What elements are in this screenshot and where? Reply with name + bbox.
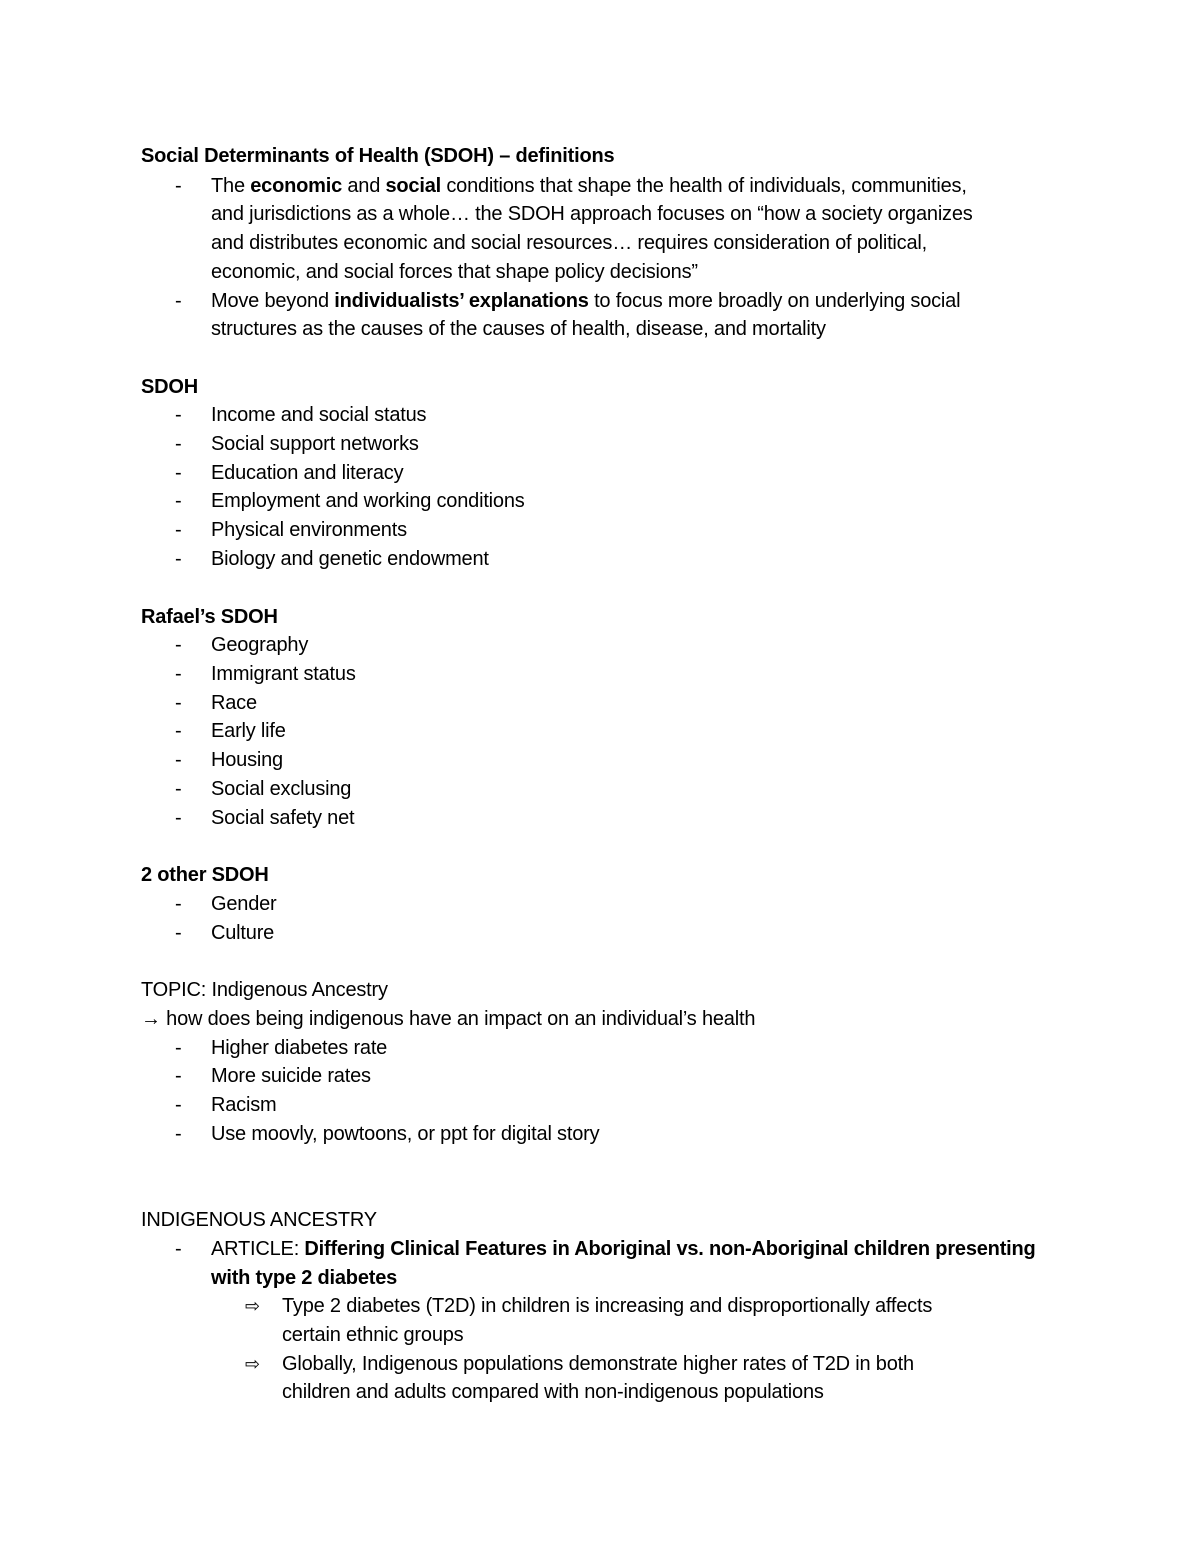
bullet-dash: - — [175, 749, 182, 771]
list-item: Education and literacy — [211, 462, 404, 484]
bullet-dash: - — [175, 778, 182, 800]
bullet-dash: - — [175, 290, 182, 312]
bullet-dash: - — [175, 404, 182, 426]
definition-bullet-1-line-2: and jurisdictions as a whole… the SDOH approach focuses on “how a society organizes — [211, 203, 973, 225]
list-item: Geography — [211, 634, 309, 656]
article-title-line-2: with type 2 diabetes — [211, 1267, 398, 1289]
heading-rafael-sdoh: Rafael’s SDOH — [141, 606, 278, 628]
bullet-dash: - — [175, 692, 182, 714]
list-item: Social exclusing — [211, 778, 352, 800]
definition-bullet-1-line-1: The economic and social conditions that shape the health of individuals, communities, — [211, 175, 967, 197]
list-item: Income and social status — [211, 404, 427, 426]
definition-bullet-2-line-2: structures as the causes of the causes of health, disease, and mortality — [211, 318, 826, 340]
article-point-2-line-1: Globally, Indigenous populations demonstrate higher rates of T2D in both — [282, 1353, 914, 1375]
heading-sdoh: SDOH — [141, 376, 198, 398]
bullet-dash: - — [175, 1094, 182, 1116]
heading-other-sdoh: 2 other SDOH — [141, 864, 269, 886]
bullet-dash: - — [175, 519, 182, 541]
heading-indigenous-ancestry: INDIGENOUS ANCESTRY — [141, 1209, 377, 1231]
bullet-dash: - — [175, 490, 182, 512]
bullet-dash: - — [175, 433, 182, 455]
definition-bullet-1-line-4: economic, and social forces that shape policy decisions” — [211, 261, 698, 283]
bullet-dash: - — [175, 462, 182, 484]
topic-line: TOPIC: Indigenous Ancestry — [141, 979, 388, 1001]
list-item: Racism — [211, 1094, 277, 1116]
bullet-dash: - — [175, 893, 182, 915]
list-item: Immigrant status — [211, 663, 356, 685]
list-item: Use moovly, powtoons, or ppt for digital story — [211, 1123, 600, 1145]
article-point-2-line-2: children and adults compared with non-indigenous populations — [282, 1381, 824, 1403]
article-title-line-1: ARTICLE: Differing Clinical Features in Aboriginal vs. non-Aboriginal children presenting — [211, 1238, 1036, 1260]
arrow-right-icon: → — [141, 1008, 161, 1030]
bullet-dash: - — [175, 663, 182, 685]
list-item: More suicide rates — [211, 1065, 371, 1087]
definition-bullet-1-line-3: and distributes economic and social resources… requires consideration of political, — [211, 232, 927, 254]
article-point-1-line-2: certain ethnic groups — [282, 1324, 464, 1346]
bullet-dash: - — [175, 175, 182, 197]
bullet-dash: - — [175, 922, 182, 944]
list-item: Biology and genetic endowment — [211, 548, 489, 570]
list-item: Employment and working conditions — [211, 490, 525, 512]
heading-definitions: Social Determinants of Health (SDOH) – definitions — [141, 145, 615, 167]
bullet-dash: - — [175, 720, 182, 742]
bullet-dash: - — [175, 1037, 182, 1059]
double-arrow-icon: ⇨ — [245, 1296, 261, 1316]
bullet-dash: - — [175, 1065, 182, 1087]
bullet-dash: - — [175, 1123, 182, 1145]
list-item: Physical environments — [211, 519, 407, 541]
bullet-dash: - — [175, 807, 182, 829]
topic-question: → how does being indigenous have an impact on an individual’s health — [141, 1008, 756, 1030]
list-item: Culture — [211, 922, 275, 944]
bullet-dash: - — [175, 1238, 182, 1260]
article-point-1-line-1: Type 2 diabetes (T2D) in children is increasing and disproportionally affects — [282, 1295, 933, 1317]
list-item: Race — [211, 692, 257, 714]
bullet-dash: - — [175, 548, 182, 570]
list-item: Social safety net — [211, 807, 355, 829]
bullet-dash: - — [175, 634, 182, 656]
definition-bullet-2-line-1: Move beyond individualists’ explanations to focus more broadly on underlying social — [211, 290, 961, 312]
list-item: Early life — [211, 720, 286, 742]
double-arrow-icon: ⇨ — [245, 1354, 261, 1374]
list-item: Housing — [211, 749, 283, 771]
list-item: Gender — [211, 893, 277, 915]
list-item: Higher diabetes rate — [211, 1037, 388, 1059]
list-item: Social support networks — [211, 433, 419, 455]
